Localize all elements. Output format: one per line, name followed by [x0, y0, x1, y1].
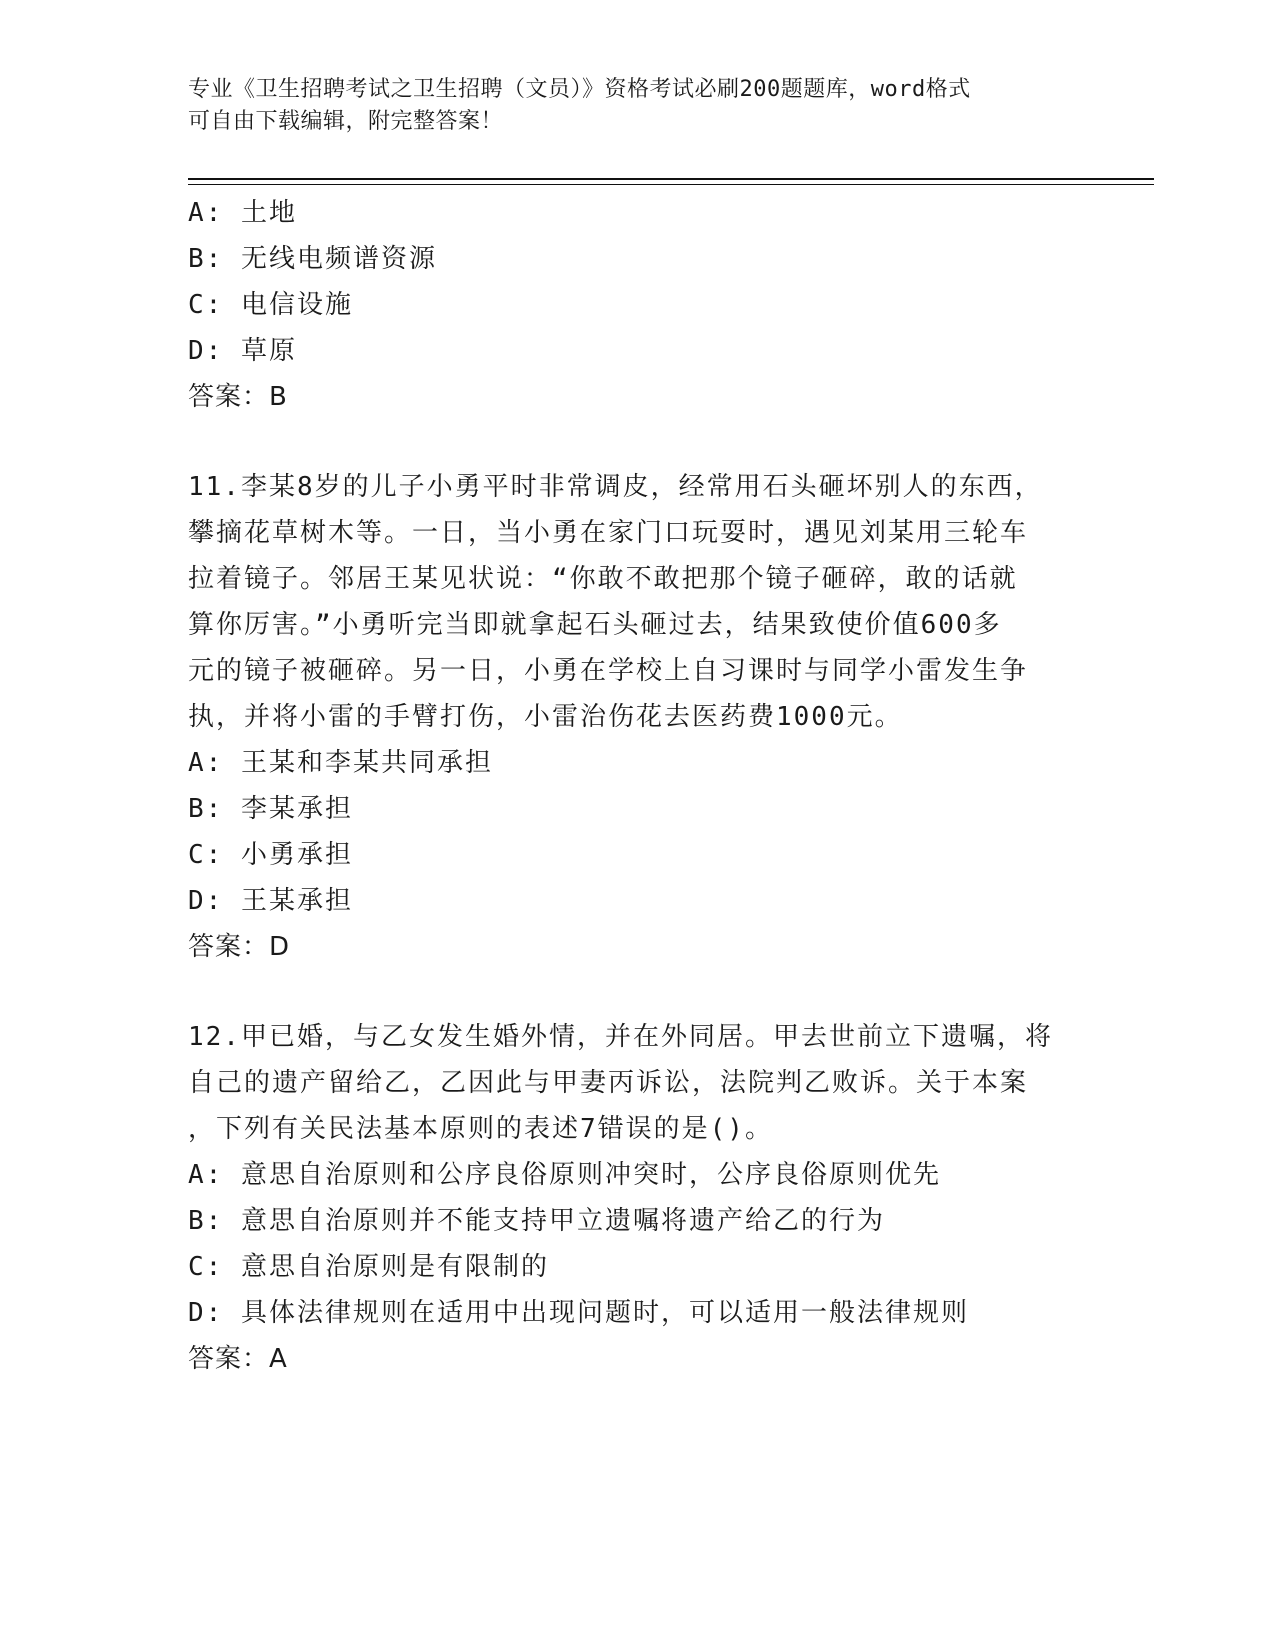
document-header [188, 74, 1088, 138]
question-stem-line: 自己的遗产留给乙，乙因此与甲妻丙诉讼，法院判乙败诉。关于本案 [188, 1068, 1029, 1098]
question-11 [188, 464, 1088, 970]
question-stem-line: 元的镜子被砸碎。另一日，小勇在学校上自习课时与同学小雷发生争 [188, 656, 1029, 686]
question-stem-line: 12.甲已婚，与乙女发生婚外情，并在外同居。甲去世前立下遗嘱，将 [188, 1022, 1053, 1052]
answer-line: 答案：B [188, 382, 288, 412]
question-stem-line: 拉着镜子。邻居王某见状说：“你敢不敢把那个镜子砸碎，敢的话就 [188, 564, 1018, 594]
option-a: A: 王某和李某共同承担 [188, 748, 493, 778]
answer-line: 答案：D [188, 932, 291, 962]
header-divider-thin [188, 184, 1154, 185]
question-stem-line: 执，并将小雷的手臂打伤，小雷治伤花去医药费1000元。 [188, 702, 903, 732]
answer-line: 答案：A [188, 1344, 288, 1374]
spacer [188, 420, 1088, 464]
option-b: B: 意思自治原则并不能支持甲立遗嘱将遗产给乙的行为 [188, 1206, 885, 1236]
option-b: B: 李某承担 [188, 794, 353, 824]
header-divider-thick [188, 178, 1154, 180]
option-d: D: 草原 [188, 336, 297, 366]
option-a: A: 意思自治原则和公序良俗原则冲突时，公序良俗原则优先 [188, 1160, 941, 1190]
header-title-line-1: 专业《卫生招聘考试之卫生招聘（文员）》资格考试必刷200题题库，word格式 [188, 77, 971, 102]
option-c: C: 意思自治原则是有限制的 [188, 1252, 549, 1282]
question-stem-line: ，下列有关民法基本原则的表述7错误的是()。 [188, 1114, 773, 1144]
option-c: C: 小勇承担 [188, 840, 353, 870]
option-a: A: 土地 [188, 198, 297, 228]
question-stem-line: 算你厉害。”小勇听完当即就拿起石头砸过去，结果致使价值600多 [188, 610, 1002, 640]
question-stem-line: 11.李某8岁的儿子小勇平时非常调皮，经常用石头砸坏别人的东西， [188, 472, 1043, 502]
document-body [188, 190, 1088, 1382]
option-d: D: 具体法律规则在适用中出现问题时，可以适用一般法律规则 [188, 1298, 969, 1328]
question-12 [188, 1014, 1088, 1382]
question-10-continued [188, 190, 1088, 420]
option-b: B: 无线电频谱资源 [188, 244, 437, 274]
header-title-line-2: 可自由下载编辑，附完整答案！ [188, 109, 504, 134]
spacer [188, 970, 1088, 1014]
option-c: C: 电信设施 [188, 290, 353, 320]
option-d: D: 王某承担 [188, 886, 353, 916]
question-stem-line: 攀摘花草树木等。一日，当小勇在家门口玩耍时，遇见刘某用三轮车 [188, 518, 1029, 548]
